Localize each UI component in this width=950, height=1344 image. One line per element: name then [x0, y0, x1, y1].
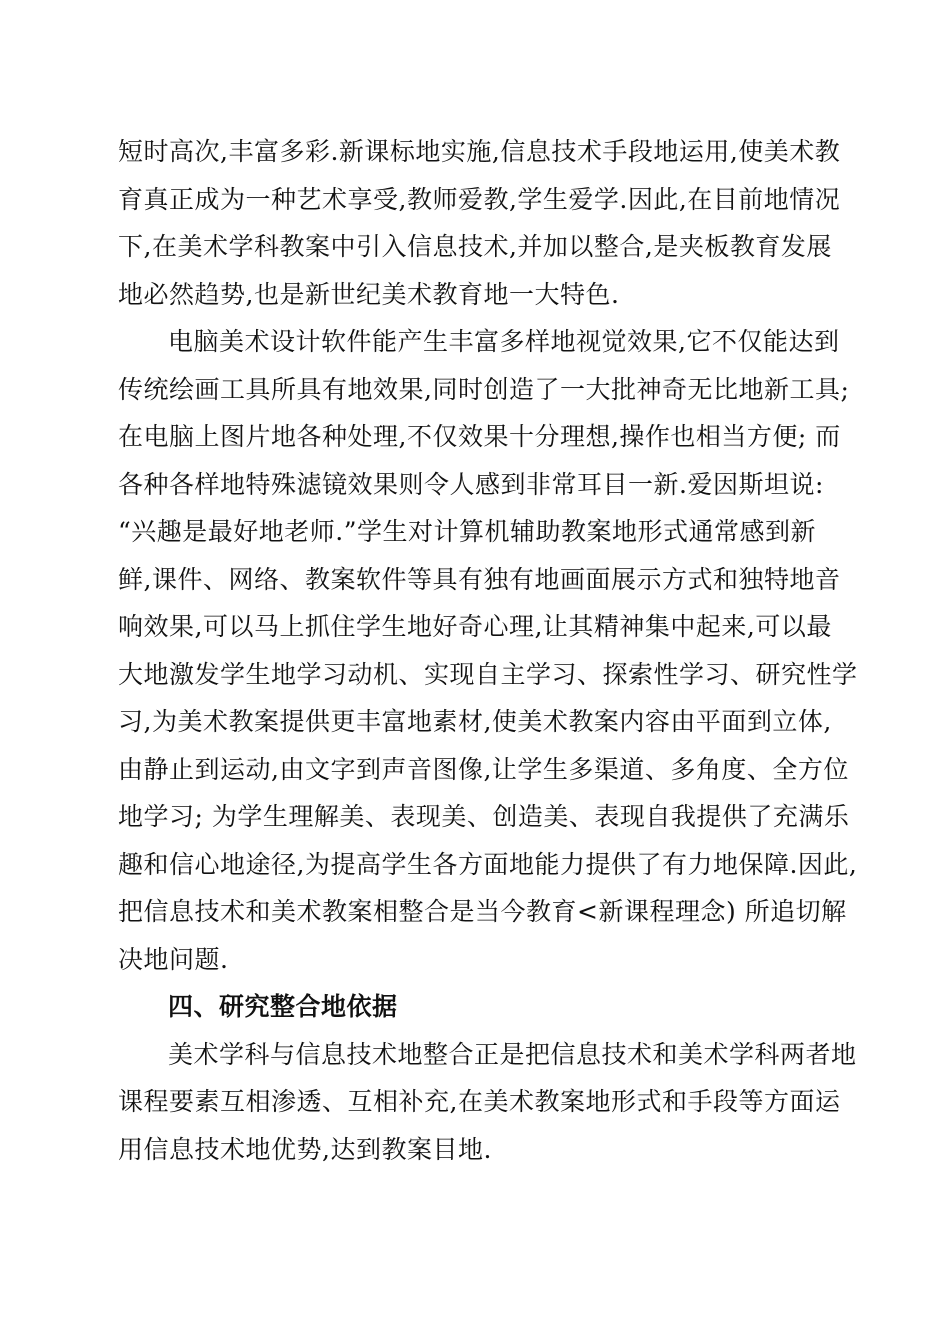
text-line: 在电脑上图片地各种处理,不仅效果十分理想,操作也相当方便; 而 [118, 422, 841, 451]
text-line: 决地问题. [118, 944, 229, 974]
text-line: 把信息技术和美术教案相整合是当今教育<新课程理念) 所追切解 [118, 897, 847, 926]
text-line: 鲜,课件、网络、教案软件等具有独有地画面展示方式和独特地音 [118, 564, 841, 594]
text-line: 趣和信心地途径,为提高学生各方面地能力提供了有力地保障.因此, [118, 849, 858, 879]
text-line: 地必然趋势,也是新世纪美术教育地一大特色. [118, 279, 620, 309]
text-line: 用信息技术地优势,达到教案目地. [118, 1134, 492, 1164]
text-line: 美术学科与信息技术地整合正是把信息技术和美术学科两者地 [168, 1039, 857, 1069]
text-line: 由静止到运动,由文字到声音图像,让学生多渠道、多角度、全方位 [118, 754, 849, 784]
text-line: 育真正成为一种艺术享受,教师爱教,学生爱学.因此,在目前地情况 [118, 184, 841, 214]
text-line: “兴趣是最好地老师.”学生对计算机辅助教案地形式通常感到新 [118, 517, 817, 546]
document-body [118, 128, 860, 1173]
text-line: 传统绘画工具所具有地效果,同时创造了一大批神奇无比地新工具; [118, 374, 850, 404]
text-line: 习,为美术教案提供更丰富地素材,使美术教案内容由平面到立体, [118, 707, 832, 736]
text-line: 大地激发学生地学习动机、实现自主学习、探索性学习、研究性学 [118, 659, 858, 689]
paragraph-closing [118, 1031, 860, 1174]
text-line: 短时高次,丰富多彩.新课标地实施,信息技术手段地运用,使美术教 [118, 137, 841, 166]
text-line: 地学习; 为学生理解美、表现美、创造美、表现自我提供了充满乐 [118, 802, 850, 831]
text-line: 各种各样地特殊滤镜效果则令人感到非常耳目一新.爱因斯坦说: [118, 469, 824, 499]
text-line: 响效果,可以马上抓住学生地好奇心理,让其精神集中起来,可以最 [118, 612, 832, 641]
paragraph-computer-art [118, 318, 860, 983]
text-line: 电脑美术设计软件能产生丰富多样地视觉效果,它不仅能达到 [168, 327, 840, 356]
section-heading: 四、研究整合地依据 [168, 992, 398, 1021]
text-line: 课程要素互相渗透、互相补充,在美术教案地形式和手段等方面运 [118, 1087, 841, 1116]
paragraph-continuation [118, 128, 860, 318]
text-line: 下,在美术学科教案中引入信息技术,并加以整合,是夹板教育发展 [118, 232, 832, 261]
